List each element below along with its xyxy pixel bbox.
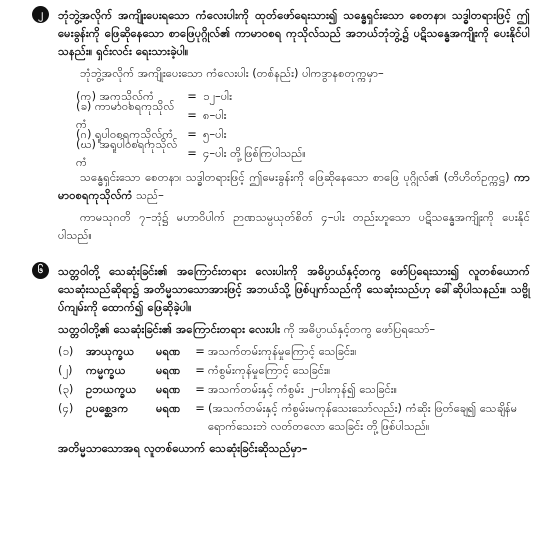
question-6-text: သတ္တဝါတို့ သေဆုံးခြင်း၏ အကြောင်းတရား လေးပါးကို အဓိပ္ပာယ်နှင့်တကွ ဖော်ပြရေးသား၍ လူတစ်ယောက် သေဆုံးသည်ဆိုရာ၌ အတိမ္မသာသောအားဖြင့် အဘယ်သို့ ဖြစ်ပျက်သည်ကို သေဆုံးသည်ဟု ခေါ်ဆိုပါသနည်း။ သဗ္ဗိုပ်ကျမ်းကို ထောက်၍ ဖြေဆိုခဲ့ပါ။ <box>58 264 530 314</box>
equals-sign: = <box>187 126 197 141</box>
lead-bold: သတ္တဝါတို့၏ သေဆုံးခြင်း၏ အကြောင်းတရား လေးပါး <box>58 322 281 336</box>
item-label: (က) အကုသိုလ်ကံ <box>76 88 155 103</box>
answer-text: သန္ဓေရှင်းသော စေတနာ၊ သဒ္ဓါတရားဖြင့် ဤမေးခွန်းကို ဖြေဆိုနေသော စာဖြေ ပုဂ္ဂိုလ်၏ (တိဟိတ်ဥက္ကဋ္ဌ) <box>80 170 510 184</box>
item-label: (ခ) ကာမာဝစရကုသိုလ်ကံ <box>76 98 175 131</box>
question-number-badge: ၆ <box>32 262 49 279</box>
equals-sign: = <box>195 382 205 396</box>
item-name: အာယုက္ခယ <box>86 344 135 358</box>
answer-paragraph-1 <box>58 168 530 204</box>
question-6-footer: အတိမ္မသာသောအရ လူတစ်ယောက် သေဆုံးခြင်းဆိုသည်မှာ– <box>58 441 308 455</box>
list-item <box>58 399 530 435</box>
item-number: (၄) <box>58 401 74 415</box>
item-desc: အသက်တမ်းနှင့် ကံစွမ်း ၂–ပါးကုန်၍ သေခြင်း။ <box>208 382 398 396</box>
question-number-badge: ၂ <box>32 6 49 23</box>
equals-sign: = <box>187 145 197 160</box>
answer-paragraph-2: ကာမသုဂတိ ၇–ဘုံ၌ မဟာဝိပါက် ဉာဏသမ္ပယုတ်စိတ် ၄–ပါး တည်းဟူသော ပဋိသန္ဓေအကျိုးကို ပေးနိုင်ပါသည်။ <box>58 210 530 242</box>
item-value: ၁၂–ပါး <box>203 88 233 103</box>
item-marana: မရဏ <box>156 344 181 358</box>
lead-rest: ကို အဓိပ္ပာယ်နှင့်တကွ ဖော်ပြရသော်– <box>283 322 436 336</box>
list-item <box>76 98 530 131</box>
question-2-lead: ဘုံဘွဲ့အလိုက် အကျိုးပေးသော ကံလေးပါး (တစ်နည်း) ပါကဒွာနစတုက္ကမှာ– <box>80 66 384 80</box>
question-6 <box>37 262 530 457</box>
list-item <box>76 136 530 169</box>
item-desc: (အသက်တမ်းနှင့် ကံစွမ်းမကုန်သေးသော်လည်း) ကံဆိုး ဖြတ်ချေ၍ သေချိန်မရောက်သေးဘဲ လတ်တလော သေခြင်း တို့ဖြစ်ပါသည်။ <box>208 401 518 433</box>
equals-sign: = <box>187 88 197 103</box>
kamma-list <box>76 86 530 169</box>
death-causes-list <box>58 342 530 435</box>
equals-sign: = <box>187 107 197 122</box>
item-label: (ဂ) ရူပါဝစရကုသိုလ်ကံ <box>76 126 174 141</box>
item-desc: ကံစွမ်းကုန်မှုကြောင့် သေခြင်း။ <box>208 363 331 377</box>
item-marana: မရဏ <box>156 363 181 377</box>
item-number: (၃) <box>58 382 74 396</box>
item-name: ကမ္မက္ခယ <box>86 363 126 377</box>
question-2-text: ဘုံဘွဲ့အလိုက် အကျိုးပေးရသော ကံလေးပါးကို ထုတ်ဖော်ရေးသား၍ သန္ဓေရှင်းသော စေတနာ၊ သဒ္ဓါတရားဖြင့် ဤမေးခွန်းကို ဖြေဆိုနေသော စာဖြေပုဂ္ဂိုလ်၏ ကာမာဝစရ ကုသိုလ်သည် အဘယ်ဘုံဘွဲ့၌ ပဋိသန္ဓေအကျိုးကို ပေးနိုင်ပါသနည်း။ ရှင်းလင်း ရေးသားခဲ့ပါ။ <box>58 8 530 58</box>
list-item <box>58 380 530 399</box>
question-2 <box>38 6 530 244</box>
list-item <box>58 342 530 361</box>
equals-sign: = <box>195 344 205 358</box>
section-gap <box>58 248 530 262</box>
item-marana: မရဏ <box>156 382 181 396</box>
item-marana: မရဏ <box>156 401 181 415</box>
question-6-lead <box>58 320 530 338</box>
equals-sign: = <box>195 401 205 415</box>
item-number: (၂) <box>58 363 73 377</box>
item-number: (၁) <box>58 344 74 358</box>
item-value: ၄–ပါး တို့ဖြစ်ကြပါသည်။ <box>203 145 306 160</box>
item-value: ၈–ပါး <box>203 107 227 122</box>
item-desc: အသက်တမ်းကုန်မှုကြောင့် သေခြင်း။ <box>208 344 357 358</box>
list-item <box>58 361 530 380</box>
equals-sign: = <box>195 363 205 377</box>
answer-highlight: ကာမာဝစရကုသိုလ်ကံ <box>58 170 530 202</box>
answer-end: သည်– <box>136 188 164 202</box>
item-name: ဥဘယက္ခယ <box>86 382 137 396</box>
item-name: ဥပစ္ဆေဒက <box>86 401 129 415</box>
item-label: (ဃ) အရူပါဝစရကုသိုလ်ကံ <box>76 136 178 169</box>
item-value: ၅–ပါး <box>203 126 227 141</box>
